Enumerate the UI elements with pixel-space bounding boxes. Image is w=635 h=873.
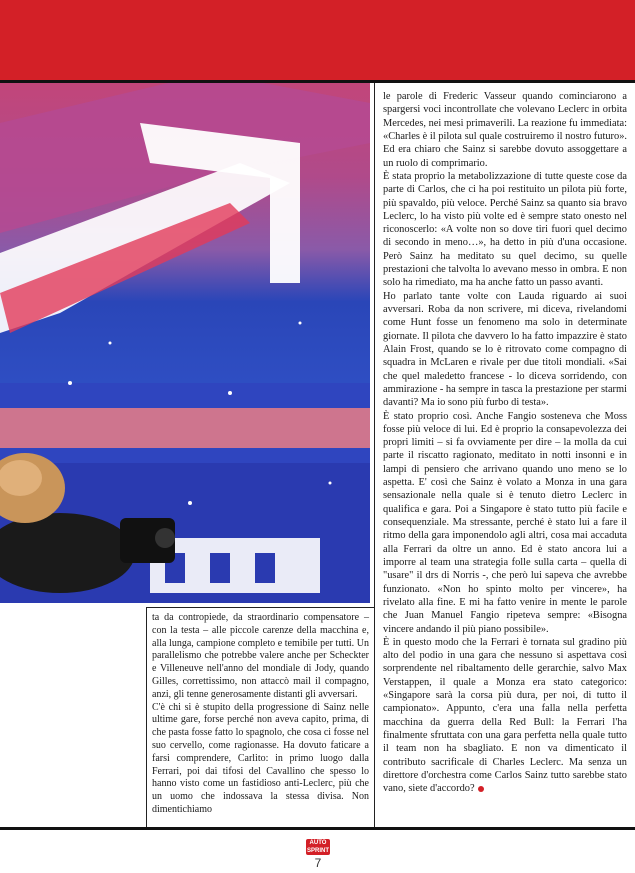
- photo-bottom-rule: [146, 607, 374, 608]
- paragraph: ta da contropiede, da straordinario compensatore – con la testa – alle piccole carenze della macchina e, alla lunga, campione completo e temibile per tutti. Un parallelismo che potrebbe valere anche per Scheckter e Villeneuve nell'anno del mondiale di Jody, quando Gilles, correttissimo, non attaccò mail il compagno, anzi, gli tenne generosamente distanti gli avversari.: [152, 612, 369, 700]
- paragraph: le parole di Frederic Vasseur quando cominciarono a spargersi voci incontrollate che volevano Leclerc in orbita Mercedes, nei mesi primaverili. La reazione fu immediata: «Charles è il pilota sul quale costruiremo il nostro futuro». Ed era chiaro che Sainz si sarebbe dovuto assoggettare a un ruolo di comprimario.: [383, 91, 627, 169]
- footer-rule: [0, 827, 635, 830]
- article-right-column: [383, 90, 627, 796]
- article-left-column: [152, 612, 369, 817]
- column-divider-left: [146, 608, 147, 827]
- podium-photo-artwork: [0, 83, 370, 603]
- header-red-band: [0, 0, 635, 80]
- page-number: 7: [314, 856, 322, 870]
- paragraph: È stato proprio così. Anche Fangio sosteneva che Moss fosse più veloce di lui. Ed è proprio la consapevolezza dei propri limiti – si fa ovviamente per dire – la molla da cui parte il riscatto ragionato, meditato in notti insonni e in lampi di pensiero che arrivano quando uno meno se lo aspetta. E' così che Sainz è volato a Monza in una gara sensazionale nella quale si è tenuto dietro Leclerc in qualifica e gara. Poi a Singapore è stato tutto più facile e consequenziale. Ma stressante, perché è stato lui a fare il ritmo della gara imponendolo agli altri, cosa mai accaduta alla Ferrari da oltre un anno. Ed è stato ancora lui a imporre al team una strategia folle sulla carta – quella di "usare" il drs di Norris -, che però lui sapeva che avrebbe funzionato. «Non ho spinto molto per vincere», ha rivelato alla fine. E mi ha fatto venire in mente le parole che Juan Manuel Fangio ripeteva sempre: «Bisogna vincere andando il più piano possibile».: [383, 410, 627, 635]
- bullet-end-icon: [478, 786, 484, 792]
- podium-photo: [0, 83, 370, 603]
- column-divider-right: [374, 83, 375, 827]
- paragraph: Ho parlato tante volte con Lauda riguardo ai suoi avversari. Roba da non scrivere, mi diceva, rivelandomi come Hunt fosse un fenomeno ma solo in determinate giornate. Il pilota che davvero lo ha fatto impazzire è stato Alain Frost, quando se lo è ritrovato come compagno di squadra in McLaren e rivale per due titoli mondiali. «Sai che quel maledetto francese - lo diceva sorridendo, con ammirazione - ha sempre in tasca la prestazione per starmi davanti? Ma io sono più furbo di testa».: [383, 290, 627, 409]
- magazine-logo: AUTO SPRINT: [306, 840, 329, 854]
- paragraph: [383, 636, 627, 796]
- paragraph: È stata proprio la metabolizzazione di tutte queste cose da parte di Carlos, che ci ha poi restituito un pilota più forte, più spavaldo, più veloce. Perché Sainz sa quanto sia bravo Leclerc, lo ha visto più volte ed è sempre stato onesto nel riconoscerlo: «A volte non so dove tiri fuori quel decimo di secondo in meno…», ha detto in più d'una occasione. Però Sainz ha meditato su quel decimo, su quelle prestazioni che talvolta lo avevano messo in ombra. E non solo ha rimediato, ma ha anche fatto un passo avanti.: [383, 170, 627, 289]
- paragraph-text: È in questo modo che la Ferrari è tornata sul gradino più alto del podio in una gara che nessuno si aspettava così sorprendente nel ribaltamento delle gerarchie, salvo Max Verstappen, il quale a Monza era stato categorico: «Singapore sarà la corsa più dura, per noi, di tutto il campionato». Appunto, c'era una falla nella perfetta macchina da guerra della Red Bull: la Ferrari l'ha finalmente sfruttata con una gara perfetta nella quale tutto il team non ha sbagliato. E non va dimenticato il contributo sacrificale di Charles Leclerc. Ma senza un direttore d'orchestra come Carlos Sainz tutto sarebbe stato vano, siete d'accordo?: [383, 636, 627, 795]
- paragraph: C'è chi si è stupito della progressione di Sainz nelle ultime gare, forse perché non aveva capito, prima, di che pasta fosse fatto lo spagnolo, che cosa ci fosse nel suo cervello, come ragionasse. Ha dovuto faticare a farsi comprendere, Carlito: in primo luogo dalla Ferrari, poi dai tifosi del Cavallino che spesso lo hanno visto come un fastidioso anti-Leclerc, più che un uomo che indossava la stessa divisa. Non dimentichiamo: [152, 701, 369, 815]
